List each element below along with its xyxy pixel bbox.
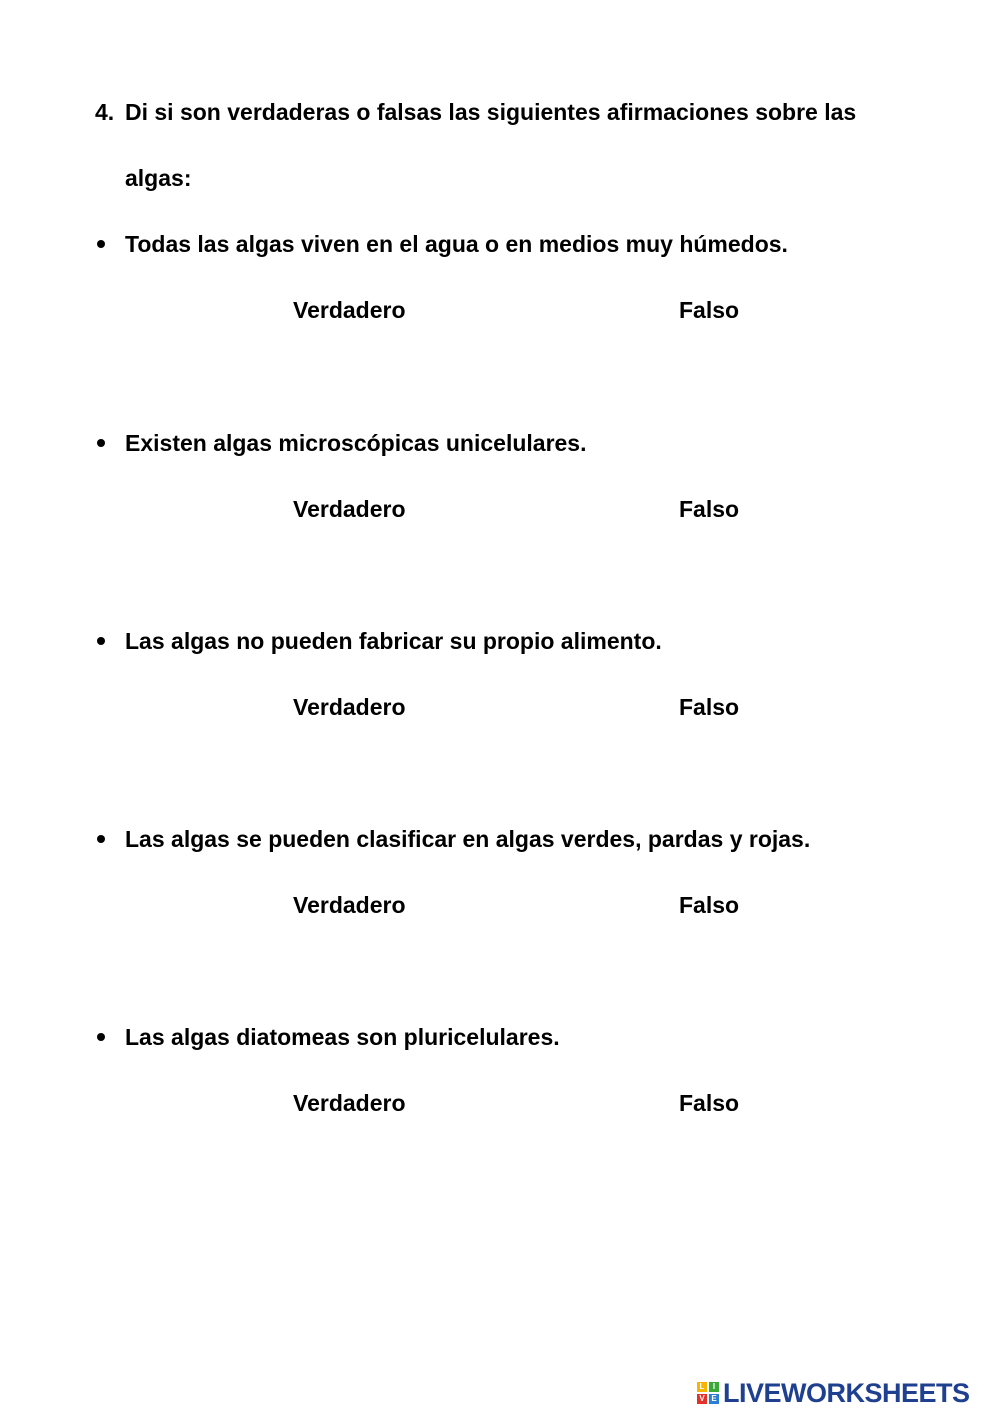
logo-mark-l: L <box>697 1382 707 1392</box>
liveworksheets-logo <box>697 1378 970 1408</box>
item-4-verdadero-option[interactable]: Verdadero <box>293 892 406 918</box>
statement-3: Las algas no pueden fabricar su propio alimento. <box>125 628 662 654</box>
bullet-icon <box>97 240 105 248</box>
question-text-line-2: algas: <box>125 165 192 191</box>
item-5-verdadero-option[interactable]: Verdadero <box>293 1090 406 1116</box>
item-4-falso-option[interactable]: Falso <box>679 892 740 918</box>
statement-5: Las algas diatomeas son pluricelulares. <box>125 1024 560 1050</box>
statement-2: Existen algas microscópicas unicelulares. <box>125 430 587 456</box>
statement-4: Las algas se pueden clasificar en algas verdes, pardas y rojas. <box>125 826 811 852</box>
bullet-icon <box>97 835 105 843</box>
item-3-verdadero-option[interactable]: Verdadero <box>293 694 406 720</box>
question-number: 4. <box>95 99 115 125</box>
liveworksheets-wordmark: LIVEWORKSHEETS <box>723 1378 970 1408</box>
item-1-verdadero-option[interactable]: Verdadero <box>293 297 406 323</box>
bullet-icon <box>97 637 105 645</box>
bullet-icon <box>97 439 105 447</box>
item-2-verdadero-option[interactable]: Verdadero <box>293 496 406 522</box>
question-text-line-1: Di si son verdaderas o falsas las siguientes afirmaciones sobre las <box>125 99 857 125</box>
logo-mark-i: I <box>709 1382 719 1392</box>
statement-1: Todas las algas viven en el agua o en medios muy húmedos. <box>125 231 788 257</box>
bullet-icon <box>97 1033 105 1041</box>
item-2-falso-option[interactable]: Falso <box>679 496 740 522</box>
logo-mark-e: E <box>709 1394 719 1404</box>
item-3-falso-option[interactable]: Falso <box>679 694 740 720</box>
item-5-falso-option[interactable]: Falso <box>679 1090 740 1116</box>
liveworksheets-mark-icon <box>697 1380 721 1406</box>
logo-mark-v: V <box>697 1394 707 1404</box>
item-1-falso-option[interactable]: Falso <box>679 297 740 323</box>
